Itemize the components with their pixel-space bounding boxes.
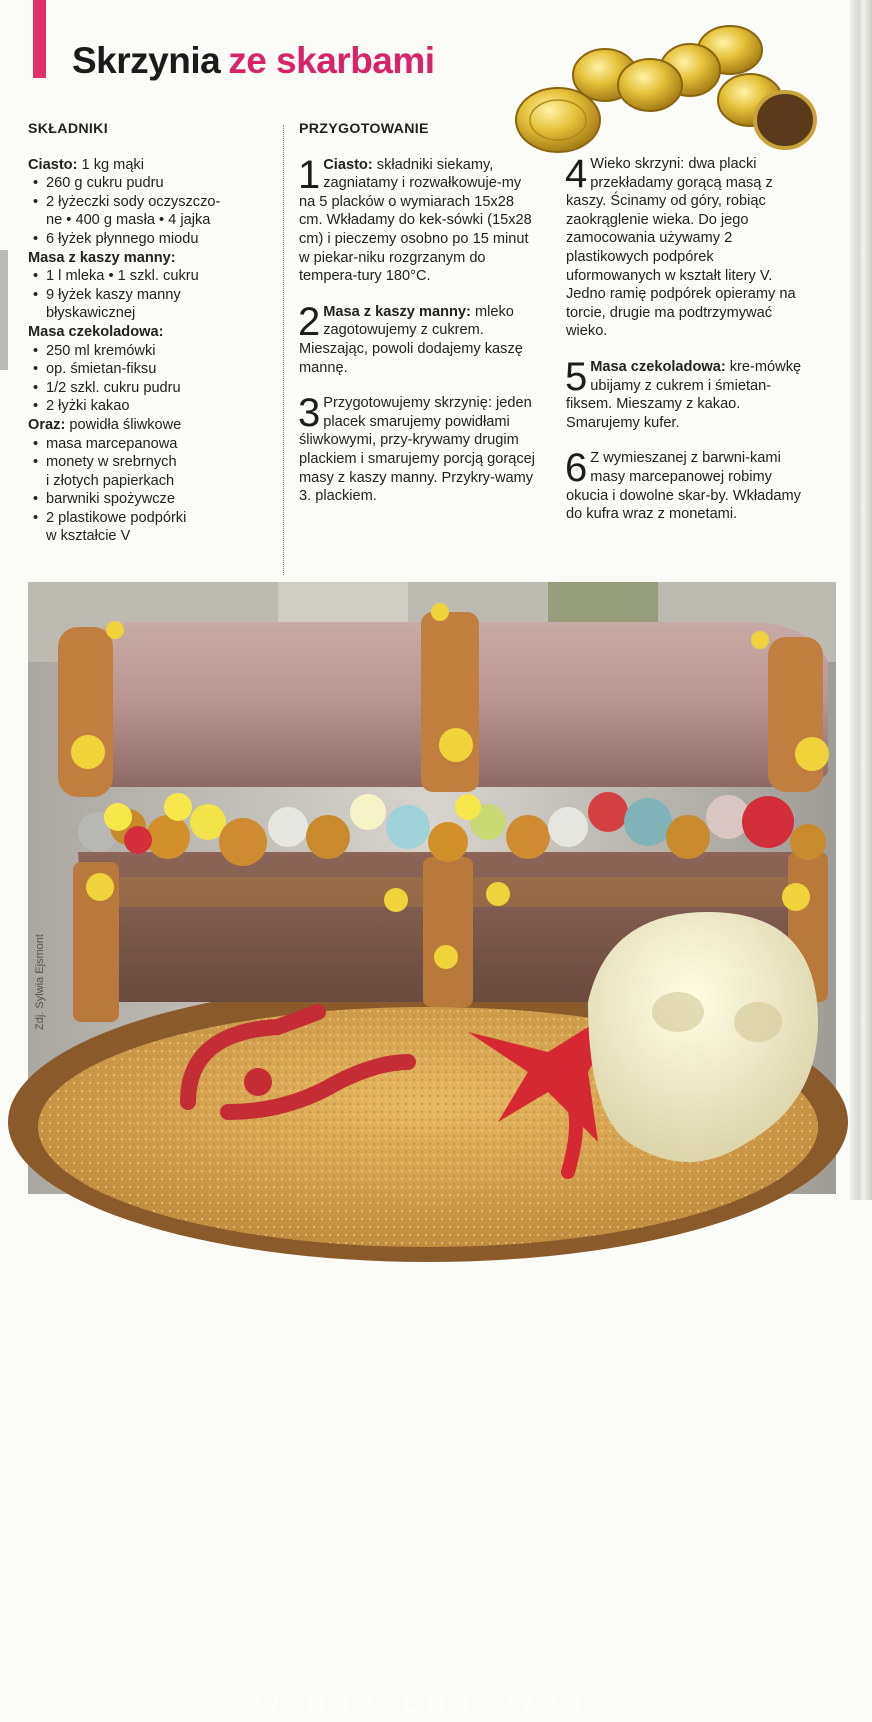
group-first-item: 1 kg mąki	[77, 156, 144, 173]
step-text: Z wymieszanej z barwni-kami masy marcepanowej robimy okucia i dowolne skar-by. Wkładamy do kufra wraz z monetami.	[566, 450, 801, 523]
group-label: Masa z kaszy manny:	[28, 249, 176, 266]
ingredient-item: • 1/2 szkl. cukru pudru	[28, 379, 270, 398]
ingredient-group-ciasto	[28, 156, 270, 249]
step-lead: Masa czekoladowa:	[590, 358, 726, 375]
ingredient-group-masa-czekoladowa	[28, 323, 270, 416]
recipe-title	[72, 40, 435, 82]
step-number: 1	[298, 152, 321, 197]
title-part-2: ze skarbami	[228, 40, 435, 81]
prep-step	[298, 391, 539, 506]
prep-step	[565, 354, 808, 432]
column-divider	[283, 125, 284, 575]
watermark: wedlug-domowe.pl	[253, 1682, 608, 1722]
ingredient-item: • 2 łyżeczki sody oczyszczo-	[28, 193, 270, 212]
step-lead: Ciasto:	[323, 156, 373, 173]
ingredient-group-masa-kaszy	[28, 249, 270, 323]
step-text: Przygotowujemy skrzynię: jeden placek smarujemy powidłami śliwkowymi, przy-krywamy drugim plackiem i smarujemy porcją gorącej masy z kaszy manny. Przykry-wamy 3. plackiem.	[299, 395, 536, 505]
ingredient-group-oraz	[28, 416, 270, 546]
prep-step	[298, 299, 539, 377]
ingredient-item: • 250 ml kremówki	[28, 342, 270, 361]
group-label: Ciasto:	[28, 156, 78, 173]
group-first-item: powidła śliwkowe	[65, 416, 182, 433]
step-lead: Masa z kaszy manny:	[323, 303, 471, 320]
cake-illustration	[28, 582, 836, 1194]
ingredient-item: i złotych papierkach	[46, 472, 175, 489]
ingredient-item: • monety w srebrnych	[28, 453, 270, 472]
step-number: 6	[565, 446, 588, 491]
ingredient-item: • 2 plastikowe podpórki	[28, 509, 270, 528]
prep-step	[565, 152, 808, 341]
ingredient-item: • 1 l mleka • 1 szkl. cukru	[28, 267, 270, 286]
ingredient-item: • masa marcepanowa	[28, 435, 270, 454]
step-number: 3	[298, 391, 321, 436]
prep-step	[298, 152, 539, 286]
ingredients-heading: SKŁADNIKI	[28, 121, 108, 137]
group-label: Oraz:	[28, 416, 66, 433]
accent-bar	[33, 0, 46, 78]
title-part-1: Skrzynia	[72, 40, 221, 81]
chocolate-coins-image	[510, 20, 820, 160]
preparation-heading: PRZYGOTOWANIE	[299, 121, 429, 137]
step-text: składniki siekamy, zagniatamy i rozwałkowuje-my na 5 placków o wymiarach 15x28 cm. Wkładamy do kek-sówki (15x28 cm) i pieczemy osobno po 15 minut w piekar-niku rozgrzanym do tempera-tury 180°C.	[299, 156, 532, 285]
ingredient-item: błyskawicznej	[46, 305, 136, 322]
ingredient-item: • 2 łyżki kakao	[28, 397, 270, 416]
ingredients-column	[28, 120, 270, 546]
ingredient-item: • 9 łyżek kaszy manny	[28, 286, 270, 305]
group-label: Masa czekoladowa:	[28, 323, 164, 340]
binding-edge	[0, 250, 8, 370]
photo-credit: Zdj. Sylwia Ejsmont	[34, 934, 46, 1030]
page-edge	[850, 0, 872, 1200]
ingredient-item: • 6 łyżek płynnego miodu	[28, 230, 270, 249]
preparation-column-2	[565, 152, 808, 541]
step-number: 2	[298, 299, 321, 344]
prep-step	[565, 446, 808, 523]
step-text: Wieko skrzyni: dwa placki przekładamy gorącą masą z kaszy. Ścinamy od góry, robiąc zaokrąglenie wieka. Do jego zamocowania używamy 2 plastikowych podpórek uformowanych w kształt litery V. Jedno ramię podpórek opieramy na torcie, drugie ma podtrzymywać wieko.	[566, 156, 796, 340]
treasure-chest-cake-photo	[28, 582, 836, 1722]
ingredient-item: • op. śmietan-fiksu	[28, 360, 270, 379]
ingredient-item: w kształcie V	[46, 528, 131, 545]
ingredient-item: ne • 400 g masła • 4 jajka	[46, 212, 211, 229]
step-number: 5	[565, 354, 588, 399]
preparation-column	[299, 120, 539, 523]
step-number: 4	[565, 152, 588, 196]
ingredient-item: • 260 g cukru pudru	[28, 174, 270, 193]
step-text: mleko zagotowujemy z cukrem. Mieszając, powoli dodajemy kaszę mannę.	[299, 303, 523, 376]
ingredient-item: • barwniki spożywcze	[28, 490, 270, 509]
step-text: kre-mówkę ubijamy z cukrem i śmietan-fiksem. Mieszamy z kakao. Smarujemy kufer.	[566, 358, 802, 431]
